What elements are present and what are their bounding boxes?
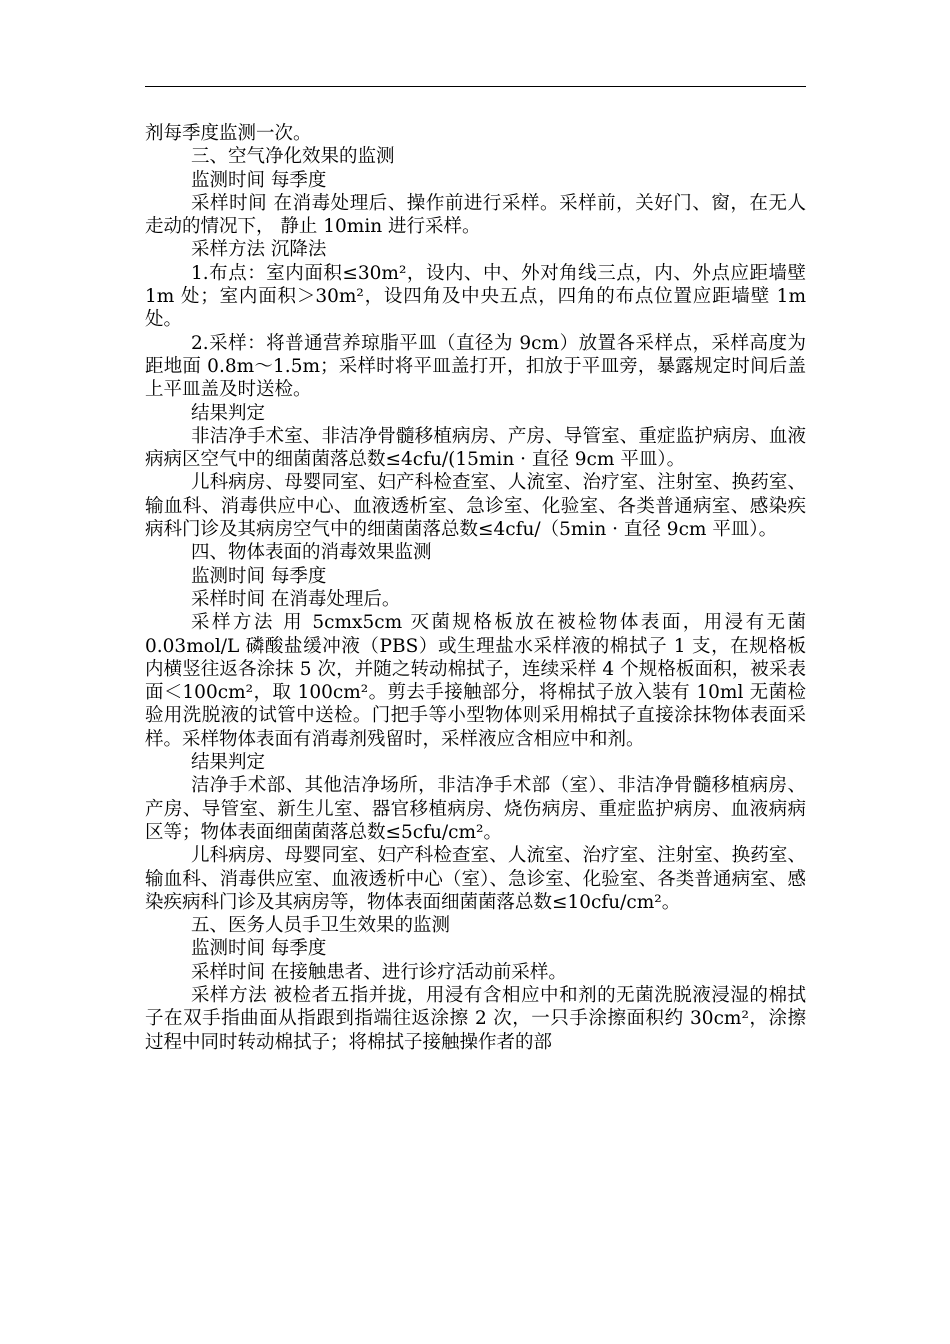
paragraph: 监测时间 每季度 bbox=[191, 565, 327, 587]
paragraph: 采样方法 被检者五指并拢，用浸有含相应中和剂的无菌洗脱液浸湿的棉拭子在双手指曲面从指跟到指端往返涂擦 2 次，一只手涂擦面积约 30cm²，涂擦过程中同时转动棉拭子；将棉拭子接触操作者的部 bbox=[145, 984, 806, 1053]
section-heading: 四、物体表面的消毒效果监测 bbox=[191, 542, 432, 564]
paragraph: 儿科病房、母婴同室、妇产科检查室、人流室、治疗室、注射室、换药室、输血科、消毒供应中心、血液透析室、急诊室、化验室、各类普通病室、感染疾病科门诊及其病房空气中的细菌菌落总数≤4cfu/（5min · 直径 9cm 平皿）。 bbox=[145, 472, 806, 541]
paragraph: 采样方法 用 5cmx5cm 灭菌规格板放在被检物体表面，用浸有无菌 0.03mol/L 磷酸盐缓冲液（PBS）或生理盐水采样液的棉拭子 1 支，在规格板内横竖往返各涂抹 5 次，并随之转动棉拭子，连续采样 4 个规格板面积，被采表面＜100cm²，取 100cm²。剪去手接触部分，将棉拭子放入装有 10ml 无菌检验用洗脱液的试管中送检。门把手等小型物体则采用棉拭子直接涂抹物体表面采样。采样物体表面有消毒剂残留时，采样液应含相应中和剂。 bbox=[145, 612, 806, 750]
section-heading: 五、医务人员手卫生效果的监测 bbox=[191, 915, 451, 937]
paragraph: 采样时间 在消毒处理后、操作前进行采样。采样前，关好门、窗，在无人走动的情况下， 静止 10min 进行采样。 bbox=[145, 192, 806, 238]
paragraph: 结果判定 bbox=[191, 402, 266, 424]
section-heading: 三、空气净化效果的监测 bbox=[191, 146, 395, 168]
paragraph: 监测时间 每季度 bbox=[191, 938, 327, 960]
body-text bbox=[145, 122, 806, 1054]
paragraph: 采样方法 沉降法 bbox=[191, 239, 327, 261]
paragraph: 2.采样：将普通营养琼脂平皿（直径为 9cm）放置各采样点，采样高度为距地面 0.8m～1.5m；采样时将平皿盖打开，扣放于平皿旁，暴露规定时间后盖上平皿盖及时送检。 bbox=[145, 332, 806, 401]
paragraph: 结果判定 bbox=[191, 752, 266, 774]
paragraph: 监测时间 每季度 bbox=[191, 169, 327, 191]
paragraph: 采样时间 在接触患者、进行诊疗活动前采样。 bbox=[191, 961, 567, 983]
paragraph: 1.布点：室内面积≤30m²，设内、中、外对角线三点，内、外点应距墙壁 1m 处；室内面积＞30m²，设四角及中央五点，四角的布点位置应距墙壁 1m 处。 bbox=[145, 262, 806, 331]
paragraph: 剂每季度监测一次。 bbox=[145, 123, 312, 144]
paragraph: 非洁净手术室、非洁净骨髓移植病房、产房、导管室、重症监护病房、血液病病区空气中的细菌菌落总数≤4cfu/(15min · 直径 9cm 平皿）。 bbox=[145, 425, 806, 471]
header-rule bbox=[145, 86, 806, 87]
paragraph: 儿科病房、母婴同室、妇产科检查室、人流室、治疗室、注射室、换药室、输血科、消毒供应室、血液透析中心（室）、急诊室、化验室、各类普通病室、感染疾病科门诊及其病房等，物体表面细菌菌落总数≤10cfu/cm²。 bbox=[145, 845, 806, 913]
paragraph: 采样时间 在消毒处理后。 bbox=[191, 588, 401, 610]
paragraph: 洁净手术部、其他洁净场所，非洁净手术部（室）、非洁净骨髓移植病房、产房、导管室、新生儿室、器官移植病房、烧伤病房、重症监护病房、血液病病区等；物体表面细菌菌落总数≤5cfu/cm²。 bbox=[145, 775, 806, 843]
